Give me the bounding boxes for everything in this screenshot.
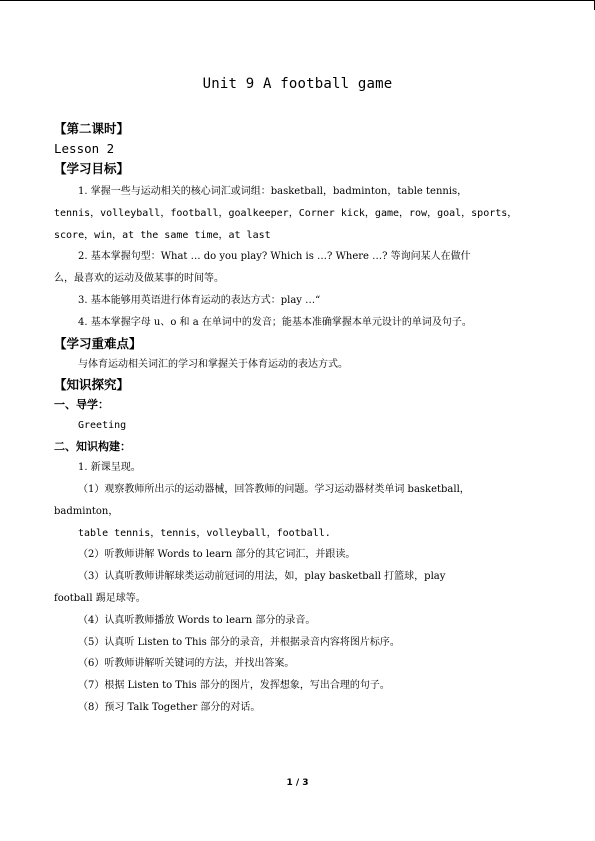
section-label: 【第二课时】 <box>54 121 130 136</box>
build-line: 1. 新课呈现。 <box>78 462 141 474</box>
build-line: table tennis，tennis，volleyball，football. <box>78 527 331 539</box>
document-body <box>54 119 544 719</box>
build-line: badminton， <box>54 505 119 517</box>
build-line: （6）听教师讲解听关键词的方法，并找出答案。 <box>78 658 295 670</box>
goal-line: 3. 基本能够用英语进行体育运动的表达方式：play …“ <box>78 294 321 306</box>
explore-heading: 【知识探究】 <box>54 377 130 393</box>
goal-line: score，win，at the same time，at last <box>54 229 271 241</box>
page-number: 1 / 3 <box>286 778 309 788</box>
build-line: （8）预习 Talk Together 部分的对话。 <box>78 701 261 713</box>
part1-text: Greeting <box>78 420 127 432</box>
goal-line: 么，最喜欢的运动及做某事的时间等。 <box>54 273 224 285</box>
key-points-text: 与体育运动相关词汇的学习和掌握关于体育运动的表达方式。 <box>78 358 348 370</box>
goal-line: tennis，volleyball，football，goalkeeper，Corner kick，game，row，goal，sports， <box>54 207 518 219</box>
build-line: （3）认真听教师讲解球类运动前冠词的用法，如，play basketball 打篮球，play <box>78 571 446 583</box>
part1-heading: 一、导学： <box>54 398 109 412</box>
document-title: Unit 9 A football game <box>202 76 393 92</box>
goals-heading: 【学习目标】 <box>54 161 130 176</box>
build-line: football 踢足球等。 <box>54 592 146 604</box>
build-line: （4）认真听教师播放 Words to learn 部分的录音。 <box>78 614 316 626</box>
goal-line: 4. 基本掌握字母 u、o 和 a 在单词中的发音；能基本准确掌握本单元设计的单词及句子。 <box>78 316 472 328</box>
build-line: （7）根据 Listen to This 部分的图片，发挥想象，写出合理的句子。 <box>78 680 390 692</box>
build-line: （5）认真听 Listen to This 部分的录音，并根据录音内容将图片标序。 <box>78 636 400 648</box>
part2-heading: 二、知识构建： <box>54 440 131 454</box>
build-line: （2）听教师讲解 Words to learn 部分的其它词汇，并跟读。 <box>78 549 356 561</box>
header-rule <box>0 0 595 1</box>
goal-line: 2. 基本掌握句型：What … do you play? Which is …? Where …? 等询问某人在做什 <box>78 251 471 263</box>
build-line: （1）观察教师所出示的运动器械，回答教师的问题。学习运动器材类单词 basketball， <box>78 483 470 495</box>
lesson-label: Lesson 2 <box>54 141 115 156</box>
key-points-heading: 【学习重难点】 <box>54 335 142 351</box>
goal-line: 1. 掌握一些与运动相关的核心词汇或词组：basketball，badminton，table tennis， <box>78 186 468 197</box>
